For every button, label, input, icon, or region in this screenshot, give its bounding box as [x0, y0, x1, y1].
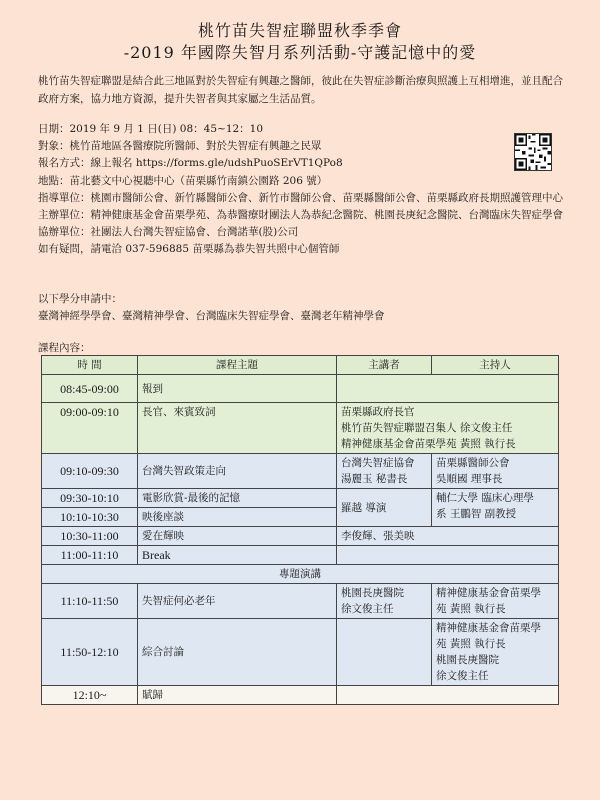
- host-line: 徐文俊主任: [436, 670, 489, 682]
- row-speaker: [337, 454, 432, 489]
- row-speaker: 李俊輝、張美映: [337, 527, 559, 546]
- schedule-table: [41, 355, 559, 705]
- speaker-line: 徐文俊主任: [341, 603, 394, 615]
- row-speaker: [337, 584, 432, 619]
- row-host: [432, 489, 559, 527]
- row-time: 09:00-09:10: [42, 403, 138, 454]
- row-time: 11:10-11:50: [42, 584, 138, 619]
- row-empty: [337, 375, 559, 403]
- speaker-line: 苗栗縣政府長官: [341, 406, 415, 418]
- row-topic: 失智症何必老年: [138, 584, 337, 619]
- header-host: 主持人: [432, 356, 559, 375]
- speaker-line: 湯麗玉 秘書長: [341, 473, 408, 485]
- host-line: 精神健康基金會苗栗學: [436, 587, 541, 599]
- table-row: [42, 584, 559, 619]
- row-time: 08:45-09:00: [42, 375, 138, 403]
- credits-list: 臺灣神經學學會、臺灣精神學會、台灣臨床失智症學會、臺灣老年精神學會: [38, 310, 385, 322]
- table-row: [42, 686, 559, 705]
- event-info: [38, 121, 568, 259]
- host-line: 系 王鵬智 副教授: [436, 508, 517, 520]
- speaker-line: 桃園長庚醫院: [341, 587, 404, 599]
- row-speaker: [337, 403, 559, 454]
- row-topic: 長官、來賓致詞: [138, 403, 337, 454]
- row-time: 10:10-10:30: [42, 508, 138, 527]
- page-title: 桃竹苗失智症聯盟秋季季會: [197, 21, 402, 40]
- section-title: 專題演講: [42, 565, 559, 584]
- table-row: [42, 403, 559, 454]
- row-speaker: 羅越 導演: [337, 489, 432, 527]
- row-time: 11:00-11:10: [42, 546, 138, 565]
- host-line: 精神健康基金會苗栗學: [436, 622, 541, 634]
- registration-link[interactable]: 報名方式：線上報名 https://forms.gle/udshPuoSErVT1QPo8: [38, 157, 343, 170]
- row-topic: 台灣失智政策走向: [138, 454, 337, 489]
- row-topic: 綜合討論: [138, 619, 337, 686]
- schedule-label: 課程內容：: [38, 342, 91, 354]
- row-topic: 賦歸: [138, 686, 337, 705]
- intro-paragraph: 桃竹苗失智症聯盟是結合此三地區對於失智症有興趣之醫師，彼此在失智症診斷治療與照護上互相增進，並且配合政府方案，協力地方資源，提升失智者與其家屬之生活品質。: [38, 75, 563, 105]
- row-time: 09:30-10:10: [42, 489, 138, 508]
- table-row: [42, 375, 559, 403]
- table-row: [42, 527, 559, 546]
- section-row: [42, 565, 559, 584]
- host-line: 苗栗縣醫師公會: [436, 457, 510, 469]
- header-time: 時 間: [42, 356, 138, 375]
- row-empty: [337, 546, 559, 565]
- host-line: 苑 黃照 執行長: [436, 638, 506, 650]
- table-row: [42, 454, 559, 489]
- qr-code-icon[interactable]: [514, 133, 552, 171]
- event-audience: 對象：桃竹苗地區各醫療院所醫師、對於失智症有興趣之民眾: [38, 140, 322, 153]
- row-host: [432, 619, 559, 686]
- row-topic: 報到: [138, 375, 337, 403]
- event-venue: 地點：苗北藝文中心視聽中心（苗栗縣竹南鎮公園路 206 號）: [38, 174, 328, 187]
- row-time: 12:10~: [42, 686, 138, 705]
- speaker-line: 台灣失智症協會: [341, 457, 415, 469]
- table-row: [42, 619, 559, 686]
- row-time: 09:10-09:30: [42, 454, 138, 489]
- credits-label: 以下學分申請中：: [38, 293, 122, 305]
- speaker-line: 精神健康基金會苗栗學苑 黃照 執行長: [341, 438, 516, 450]
- table-row: [42, 546, 559, 565]
- table-row: [42, 489, 559, 508]
- row-topic: 映後座談: [138, 508, 337, 527]
- host-line: 桃園長庚醫院: [436, 654, 499, 666]
- table-header-row: [42, 356, 559, 375]
- host-line: 吳順國 理事長: [436, 473, 503, 485]
- row-host: [432, 454, 559, 489]
- contact-info: 如有疑問，請電洽 037-596885 苗栗縣為恭失智共照中心個管師: [38, 243, 340, 256]
- row-empty: [337, 619, 432, 686]
- row-empty: [337, 686, 559, 705]
- row-topic: 愛在輝映: [138, 527, 337, 546]
- speaker-line: 桃竹苗失智症聯盟召集人 徐文俊主任: [341, 422, 513, 434]
- header-speaker: 主講者: [337, 356, 432, 375]
- host-line: 苑 黃照 執行長: [436, 603, 506, 615]
- row-topic: 電影欣賞-最後的記憶: [138, 489, 337, 508]
- row-time: 11:50-12:10: [42, 619, 138, 686]
- organizer-units: 主辦單位：精神健康基金會苗栗學苑、為恭醫療財團法人為恭紀念醫院、桃園長庚紀念醫院、台灣臨床失智症學會: [38, 209, 563, 222]
- host-line: 輔仁大學 臨床心理學: [436, 492, 534, 504]
- event-date: 日期：2019 年 9 月 1 日(日) 08：45~12：10: [38, 123, 264, 135]
- row-host: [432, 584, 559, 619]
- row-time: 10:30-11:00: [42, 527, 138, 546]
- row-topic: Break: [138, 546, 337, 565]
- header-topic: 課程主題: [138, 356, 337, 375]
- page-subtitle: -2019 年國際失智月系列活動-守護記憶中的愛: [123, 43, 477, 62]
- co-organizer-units: 協辦單位：社團法人台灣失智症協會、台灣諾華(股)公司: [38, 226, 299, 239]
- guidance-units: 指導單位：桃園市醫師公會、新竹縣醫師公會、新竹市醫師公會、苗栗縣醫師公會、苗栗縣政府長期照護管理中心: [38, 191, 563, 204]
- credits-section: [38, 291, 568, 325]
